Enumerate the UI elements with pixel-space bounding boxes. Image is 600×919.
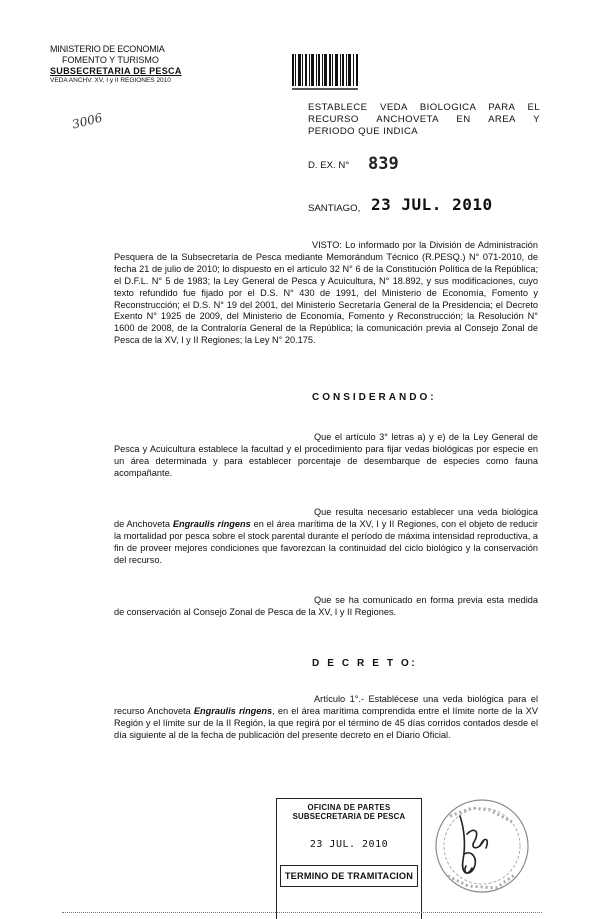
visto-paragraph [114,240,538,347]
date-stamp: 23 JUL. 2010 [371,195,493,214]
handwritten-number: 3006 [70,110,104,132]
place-label: SANTIAGO, [308,203,361,214]
decree-title [308,102,540,138]
decreto-heading: D E C R E T O: [312,658,418,669]
ministry-subtitle: FOMENTO Y TURISMO [62,55,159,65]
office-stamp [276,798,422,919]
considerando-heading: CONSIDERANDO: [312,392,437,403]
article-1-paragraph: Artículo 1°.- Establécese una veda biológica para el recurso Anchoveta Engraulis ringens, en el área marítima comprendida entre el límite norte de la XV Región y el límite sur de la II Región, la que regirá por el término de 45 días corridos contados desde el día siguiente al de la fecha de publicación del presente decreto en el Diario Oficial. [114,694,538,740]
tramitacion-status: TERMINO DE TRAMITACION [280,865,418,887]
ministry-name: MINISTERIO DE ECONOMIA [50,44,165,54]
visto-keyword: VISTO: [312,240,342,250]
office-name: OFICINA DE PARTES [307,803,391,812]
considerando-paragraph-1: Que el artículo 3° letras a) y e) de la Ley General de Pesca y Acuicultura establece la facultad y el procedimiento para fijar vedas biológicas por especie en un área determinada y para establecer porcentaje de desembarque de especies como fauna acompañante. [114,432,538,478]
barcode-icon [290,48,362,96]
subsecretaria-name: SUBSECRETARIA DE PESCA [50,66,182,76]
letterhead [50,44,182,85]
decree-number: 839 [368,154,399,174]
office-stamp-date: 23 JUL. 2010 [309,839,389,850]
signature-icon [460,816,487,873]
file-reference: VEDA ANCHV. XV, I y II REGIONES 2010 [50,77,171,84]
title-line: RECURSO ANCHOVETA EN AREA Y [308,114,540,125]
visto-text: Lo informado por la División de Administración Pesquera de la Subsecretaría de Pesca mediante Memorándum Técnico (R.PESQ.) N° 071-2010, de fecha 21 de julio de 2010; lo dispuesto en el artículo 32 N° 6 de la Constitución Política de la República; el D.F.L. N° 5 de 1983; la Ley General de Pesca y Acuicultura, N° 18.892, y sus modificaciones, cuyo texto refundido fue fijado por el D.S. N° 430 de 1991, del Ministerio de Economía, Fomento y Reconstrucción; el D.S. N° 19 del 2001, del Ministerio Secretaría General de la Presidencia; el Decreto Exento N° 1925 de 2009, del Ministerio de Economía, Fomento y Reconstrucción; la Resolución N° 1600 de 2008, de la Contraloría General de la República; la comunicación previa al Consejo Zonal de Pesca de la XV, I y II Regiones; la Ley N° 20.175. [114,240,538,346]
bottom-divider [62,912,542,914]
considerando-paragraph-3: Que se ha comunicado en forma previa esta medida de conservación al Consejo Zonal de Pesca de la XV, I y II Regiones. [114,595,538,617]
official-seal-icon [420,776,538,918]
office-department: SUBSECRETARIA DE PESCA [292,812,406,821]
decree-label: D. EX. N° [308,160,350,171]
species-name: Engraulis ringens [193,705,273,716]
considerando-paragraph-2: Que resulta necesario establecer una veda biológica de Anchoveta Engraulis ringens en el área marítima de la XV, I y II Regiones, con el objeto de reducir la mortalidad por pesca sobre el stock parental durante el período de máxima intensidad reproductiva, a fin de proveer mejores condiciones que favorezcan la continuidad del ciclo biológico y la conservación del recurso. [114,507,538,565]
title-line: ESTABLECE VEDA BIOLOGICA PARA EL [308,102,540,113]
title-line: PERIODO QUE INDICA [308,126,419,137]
species-name: Engraulis ringens [172,518,251,529]
